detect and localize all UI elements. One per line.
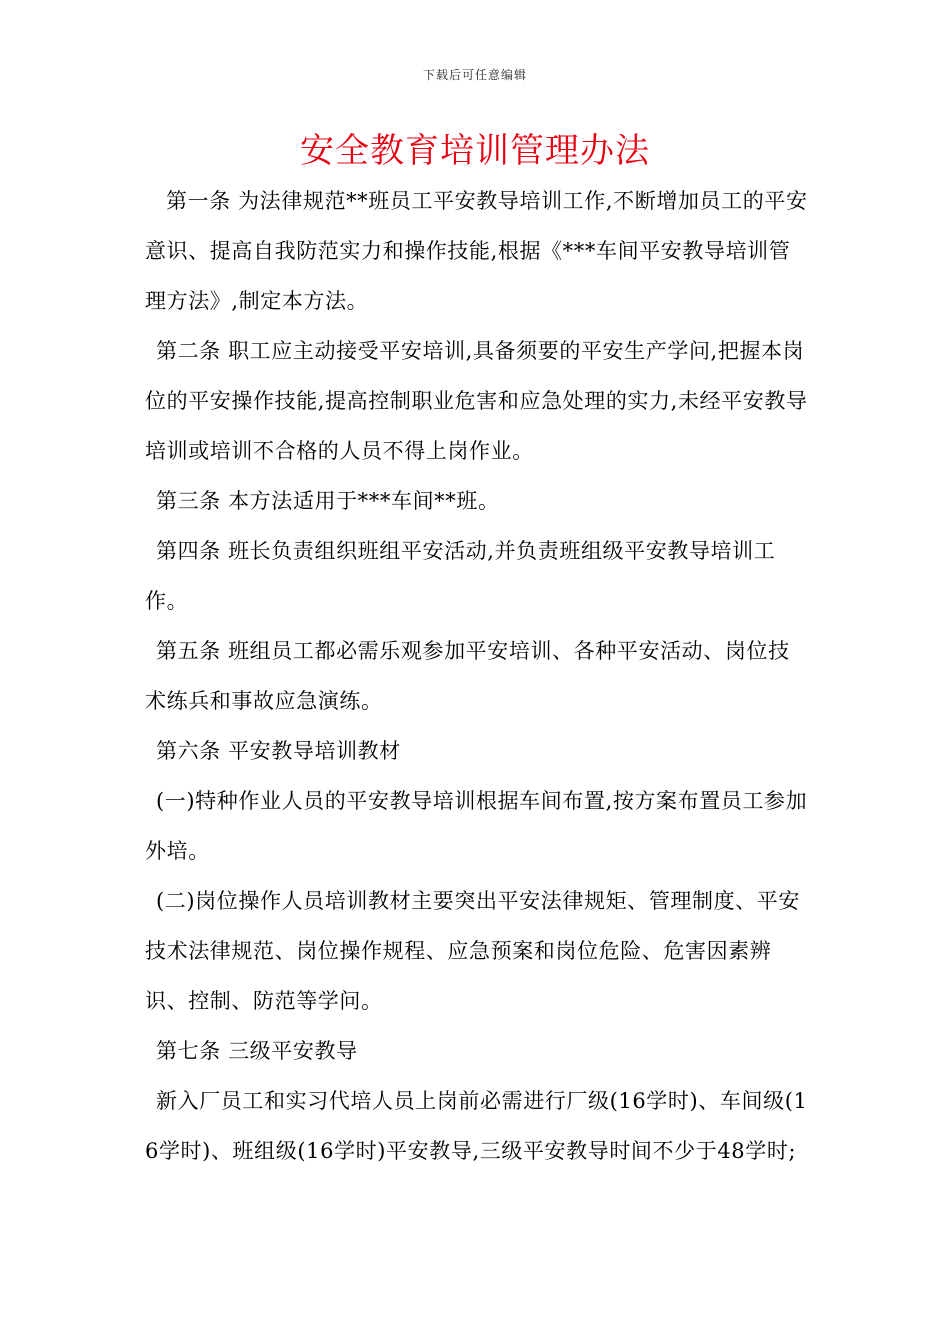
article-7-text: 新入厂员工和实习代培人员上岗前必需进行厂级(16学时)、车间级(16学时)、班组级(16学时)平安教导,三级平安教导时间不少于48学时; — [145, 1089, 808, 1163]
article-7: 第七条 三级平安教导 — [156, 1039, 358, 1063]
article-6: 第六条 平安教导培训教材 — [156, 739, 401, 763]
article-6-item-1: (一)特种作业人员的平安教导培训根据车间布置,按方案布置员工参加外培。 — [145, 789, 808, 863]
header-note: 下载后可任意编辑 — [422, 68, 527, 82]
document-title: 安全教育培训管理办法 — [300, 131, 650, 171]
article-5: 第五条 班组员工都必需乐观参加平安培训、各种平安活动、岗位技术练兵和事故应急演练。 — [145, 639, 790, 713]
article-4: 第四条 班长负责组织班组平安活动,并负责班组级平安教导培训工作。 — [145, 539, 776, 613]
article-3: 第三条 本方法适用于***车间**班。 — [156, 489, 500, 513]
article-1: 第一条 为法律规范**班员工平安教导培训工作,不断增加员工的平安意识、提高自我防范实力和操作技能,根据《***车间平安教导培训管理方法》,制定本方法。 — [145, 189, 808, 313]
document-body — [145, 176, 809, 1176]
article-6-item-2: (二)岗位操作人员培训教材主要突出平安法律规矩、管理制度、平安技术法律规范、岗位操作规程、应急预案和岗位危险、危害因素辨识、控制、防范等学问。 — [145, 889, 800, 1013]
article-2: 第二条 职工应主动接受平安培训,具备须要的平安生产学问,把握本岗位的平安操作技能,提高控制职业危害和应急处理的实力,未经平安教导培训或培训不合格的人员不得上岗作业。 — [145, 339, 808, 463]
